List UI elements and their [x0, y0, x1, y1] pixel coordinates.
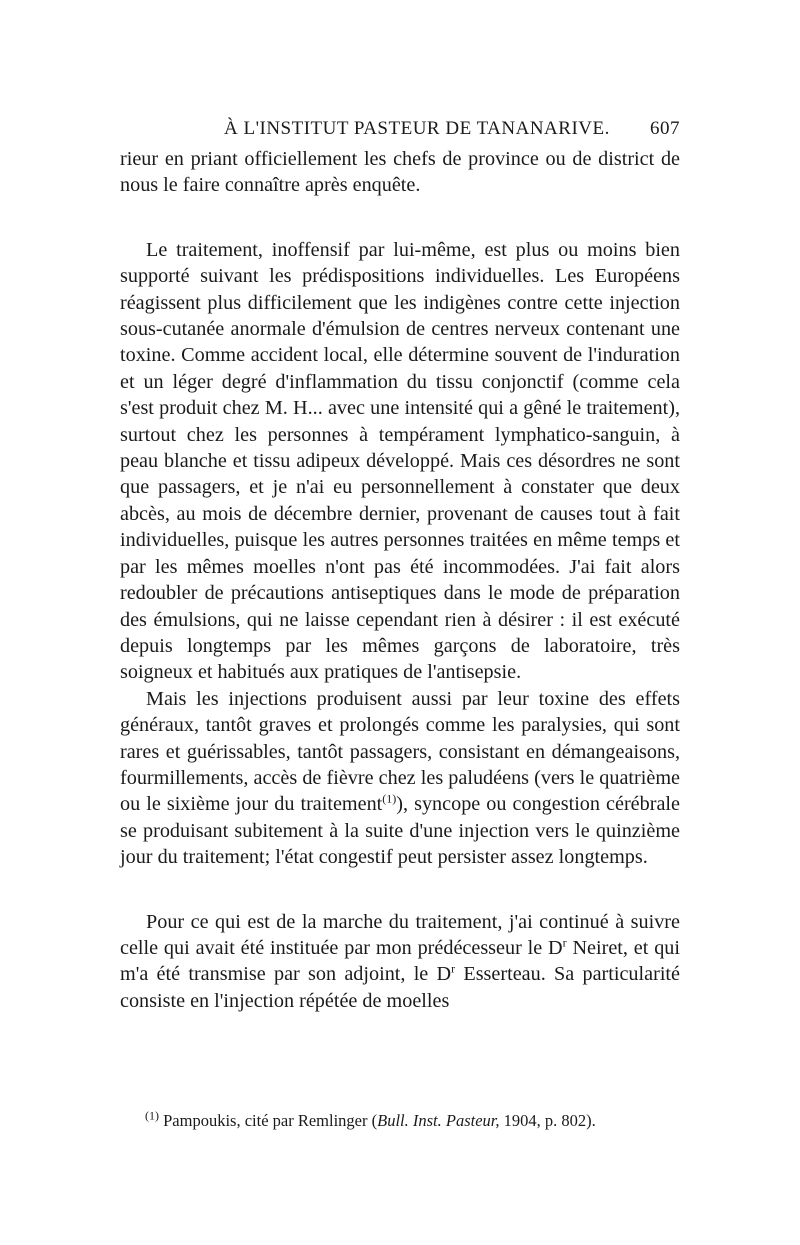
paragraph-text: Pour ce qui est de la marche du traitement, j'ai continué à suivre celle qui avait été instituée par mon prédécesseur le D [120, 910, 680, 959]
paragraph-spacer [120, 871, 680, 909]
page-number: 607 [650, 118, 680, 139]
paragraph-text: Mais les injections produisent aussi par leur toxine des effets généraux, tantôt graves et prolongés comme les paralysies, qui sont rares et guérissables, tantôt passagers, consistant en démangeaisons, fourmillements, accès de fièvre chez les paludéens (vers le quatrième ou le sixième jour du traitement [120, 687, 680, 816]
paragraph-text: ), syncope ou congestion cérébrale se produisant subitement à la suite d'une injection vers le quinzième jour du traitement; l'état congestif peut persister assez longtemps. [120, 793, 680, 869]
footnote-reference: (1) [382, 791, 397, 806]
doctor-abbrev-sup: r [562, 935, 567, 950]
footnote-citation: Bull. Inst. Pasteur, [377, 1111, 500, 1130]
paragraph-spacer [120, 199, 680, 237]
paragraph-treatment-course [120, 909, 680, 1015]
doctor-abbrev-sup: r [451, 961, 456, 976]
footnote [145, 1110, 680, 1132]
footnote-text: 1904, p. 802). [499, 1111, 596, 1130]
paragraph-text: Neiret, et qui m'a été transmise par son adjoint, le D [120, 936, 680, 986]
paragraph-treatment-tolerance: Le traitement, inoffensif par lui-même, est plus ou moins bien supporté suivant les prédispositions individuelles. Les Européens réagissent plus difficilement que les indigènes contre cette injection sous-cutanée anormale d'émulsion de centres nerveux contenant une toxine. Comme accident local, elle détermine souvent de l'induration et un léger degré d'inflammation du tissu conjonctif (comme cela s'est produit chez M. H... avec une intensité qui a gêné le traitement), surtout chez les personnes à tempérament lymphatico-sanguin, à peau blanche et tissu adipeux développé. Mais ces désordres ne sont que passagers, et je n'ai eu personnellement à constater que deux abcès, au mois de décembre dernier, provenant de causes tout à fait individuelles, puisque les autres personnes traitées en même temps et par les mêmes moelles n'ont pas été incommodées. J'ai fait alors redoubler de précautions antiseptiques dans le mode de préparation des émulsions, qui ne laisse cependant rien à désirer : il est exécuté depuis longtemps par les mêmes garçons de laboratoire, très soigneux et habitués aux pratiques de l'antisepsie. [120, 238, 680, 684]
page-header [120, 114, 680, 144]
footnote-text: Pampoukis, cité par Remlinger ( [159, 1111, 378, 1130]
running-title: À L'INSTITUT PASTEUR DE TANANARIVE. [224, 118, 610, 139]
footnote-mark: (1) [145, 1108, 159, 1123]
paragraph-text: Esserteau. Sa particularité consiste en l'injection répétée de moelles [120, 963, 680, 1012]
paragraph-continuation: rieur en priant officiellement les chefs de province ou de district de nous le faire connaître après enquête. [120, 148, 680, 197]
paragraph-general-effects [120, 686, 680, 871]
page-body [120, 146, 680, 1014]
